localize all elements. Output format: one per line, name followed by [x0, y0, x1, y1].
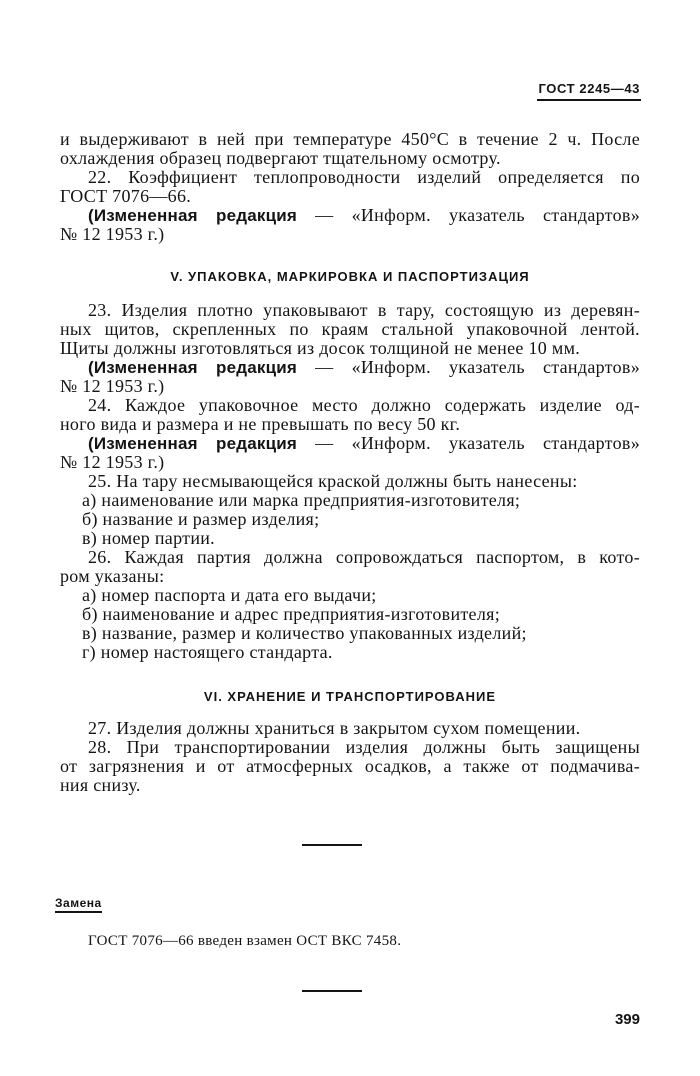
clause-28-line: ния снизу.	[60, 775, 141, 795]
page-number: 399	[614, 1011, 640, 1028]
amendment-label: (Измененная редакция	[88, 206, 298, 225]
header-rule	[537, 99, 641, 101]
list-item: в) название, размер и количество упакованных изделий;	[82, 623, 527, 643]
clause-23-line: Щиты должны изготовляться из досок толщиной не менее 10 мм.	[60, 338, 581, 358]
list-item: а) номер паспорта и дата его выдачи;	[82, 585, 377, 605]
amendment-note	[88, 205, 640, 224]
section-divider	[302, 990, 362, 992]
replacement-label: Замена	[55, 896, 102, 913]
clause-23-line: ных щитов, скрепленных по краям стальной упаковочной лентой.	[60, 319, 640, 339]
amendment-source: — «Информ. указатель стандартов»	[315, 433, 640, 453]
clause-26-line: ром указаны:	[60, 566, 165, 586]
continuation-line: и выдерживают в ней при температуре 450°С в течение 2 ч. После	[60, 129, 640, 149]
section-divider	[302, 844, 362, 846]
list-item: б) название и размер изделия;	[82, 509, 320, 529]
clause-23-line: 23. Изделия плотно упаковывают в тару, состоящую из деревян-	[88, 300, 640, 320]
list-item: г) номер настоящего стандарта.	[82, 642, 333, 662]
list-item: а) наименование или марка предприятия-изготовителя;	[82, 490, 521, 510]
clause-25-intro: 25. На тару несмывающейся краской должны быть нанесены:	[88, 471, 578, 491]
replacement-text: ГОСТ 7076—66 введен взамен ОСТ ВКС 7458.	[88, 933, 402, 949]
clause-28-line: 28. При транспортировании изделия должны быть защищены	[88, 737, 640, 757]
amendment-issue: № 12 1953 г.)	[60, 376, 165, 396]
amendment-note	[88, 357, 640, 376]
continuation-line: охлаждения образец подвергают тщательному осмотру.	[60, 148, 501, 168]
clause-22-line: ГОСТ 7076—66.	[60, 186, 192, 206]
amendment-label: (Измененная редакция	[88, 434, 298, 453]
amendment-issue: № 12 1953 г.)	[60, 224, 165, 244]
list-item: в) номер партии.	[82, 528, 215, 548]
amendment-source: — «Информ. указатель стандартов»	[315, 205, 640, 225]
section-v-heading: V. УПАКОВКА, МАРКИРОВКА И ПАСПОРТИЗАЦИЯ	[170, 269, 530, 284]
clause-26-line: 26. Каждая партия должна сопровождаться паспортом, в кото-	[88, 547, 640, 567]
section-vi-heading: VI. ХРАНЕНИЕ И ТРАНСПОРТИРОВАНИЕ	[203, 689, 497, 704]
list-item: б) наименование и адрес предприятия-изготовителя;	[82, 604, 501, 624]
clause-22-line: 22. Коэффициент теплопроводности изделий определяется по	[88, 167, 640, 187]
clause-28-line: от загрязнения и от атмосферных осадков, а также от подмачива-	[60, 756, 640, 776]
amendment-label: (Измененная редакция	[88, 358, 298, 377]
amendment-source: — «Информ. указатель стандартов»	[315, 357, 640, 377]
clause-24-line: ного вида и размера и не превышать по весу 50 кг.	[60, 414, 461, 434]
clause-27-line: 27. Изделия должны храниться в закрытом сухом помещении.	[88, 718, 581, 738]
amendment-issue: № 12 1953 г.)	[60, 452, 165, 472]
clause-24-line: 24. Каждое упаковочное место должно содержать изделие од-	[88, 395, 640, 415]
amendment-note	[88, 433, 640, 452]
document-code-header: ГОСТ 2245—43	[538, 81, 640, 96]
